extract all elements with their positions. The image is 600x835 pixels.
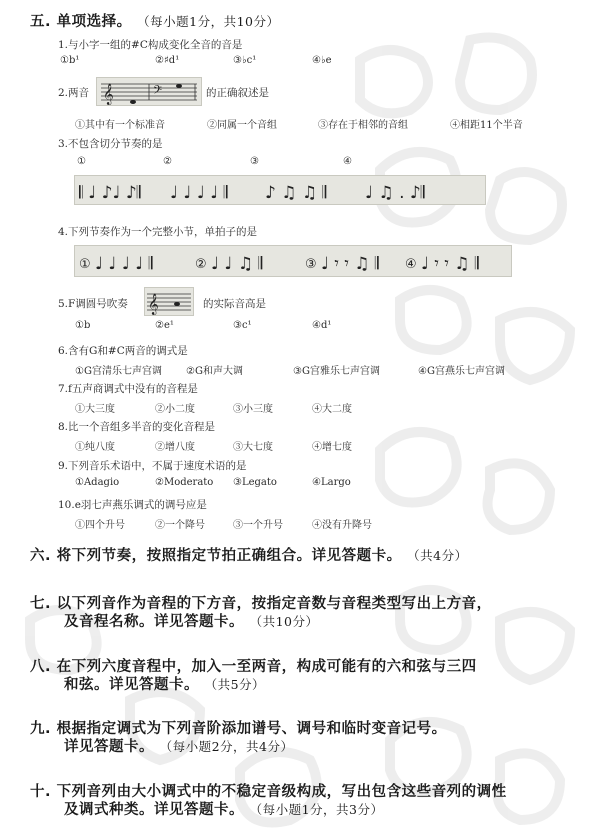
section-7-line-2 bbox=[64, 610, 318, 631]
section-9-line-2 bbox=[64, 735, 293, 756]
section-text: 将下列节奏，按照指定节拍正确组合。详见答题卡。 bbox=[56, 548, 402, 564]
section-text: 在下列六度音程中，加入一至两音，构成可能有的六和弦与三四 bbox=[56, 659, 477, 675]
section-score-note: （每小题2分，共4分） bbox=[159, 739, 294, 754]
q5-option-c[interactable]: ③c¹ bbox=[233, 320, 252, 331]
section-number: 八. bbox=[30, 659, 52, 675]
q8-option-c[interactable]: ③大七度 bbox=[233, 442, 273, 453]
section-text: 以下列音作为音程的下方音，按指定音数与音程类型写出上方音， bbox=[56, 596, 492, 612]
section-number: 九. bbox=[30, 721, 52, 737]
q2-option-d[interactable]: ④相距11个半音 bbox=[450, 120, 523, 131]
question-10-stem: 10.e羽七声燕乐调式的调号应是 bbox=[58, 499, 207, 511]
section-score-note: （每小题1分，共3分） bbox=[249, 802, 384, 817]
section-5-heading bbox=[30, 10, 280, 31]
section-text: 根据指定调式为下列音阶添加谱号、调号和临时变音记号。 bbox=[56, 721, 447, 737]
q9-option-d[interactable]: ④Largo bbox=[312, 477, 351, 488]
section-10-line-2 bbox=[64, 798, 383, 819]
q7-option-c[interactable]: ③小三度 bbox=[233, 404, 273, 415]
svg-text:♩ 𝄾 𝄾 ♫ 𝄂: ♩ 𝄾 𝄾 ♫ 𝄂 bbox=[321, 254, 379, 274]
question-7-stem: 7.f五声商调式中没有的音程是 bbox=[58, 383, 198, 395]
q5-option-b[interactable]: ②e¹ bbox=[155, 320, 174, 331]
q8-option-a[interactable]: ①纯八度 bbox=[75, 442, 115, 453]
q2-option-a[interactable]: ①其中有一个标准音 bbox=[75, 120, 165, 131]
section-text-cont: 及音程名称。详见答题卡。 bbox=[64, 614, 244, 630]
question-5-stem: 5.F调圆号吹奏 bbox=[58, 298, 128, 310]
section-text-cont: 详见答题卡。 bbox=[64, 739, 154, 755]
question-9-stem: 9.下列音乐术语中，不属于速度术语的是 bbox=[58, 460, 247, 472]
question-8-stem: 8.比一个音组多半音的变化音程是 bbox=[58, 421, 216, 433]
q3-option-d-label[interactable]: ④ bbox=[343, 156, 352, 167]
section-number: 五. bbox=[30, 14, 52, 30]
section-6-heading bbox=[30, 544, 468, 565]
svg-text:♩ ♩ ♫ 𝄂: ♩ ♩ ♫ 𝄂 bbox=[211, 254, 263, 274]
svg-text:𝄢: 𝄢 bbox=[153, 84, 163, 100]
q2-option-c[interactable]: ③存在于相邻的音组 bbox=[318, 120, 408, 131]
section-score-note: （共5分） bbox=[204, 677, 266, 692]
svg-text:𝄞: 𝄞 bbox=[148, 294, 159, 315]
q1-option-b[interactable]: ②♯d¹ bbox=[155, 55, 180, 66]
q5-staff-image bbox=[144, 287, 194, 316]
q9-option-c[interactable]: ③Legato bbox=[233, 477, 277, 488]
q6-option-b[interactable]: ②G和声大调 bbox=[186, 366, 243, 377]
svg-text:𝄃 ♩ ♪♩ ♪𝄂: 𝄃 ♩ ♪♩ ♪𝄂 bbox=[79, 183, 141, 203]
section-score-note: （共4分） bbox=[407, 548, 468, 563]
q1-option-a[interactable]: ①b¹ bbox=[60, 55, 80, 66]
section-text: 下列音列由大小调式中的不稳定音级构成，写出包含这些音列的调性 bbox=[56, 784, 507, 800]
svg-text:♩ ♩ ♩ ♩ 𝄂: ♩ ♩ ♩ ♩ 𝄂 bbox=[95, 254, 153, 274]
q3-option-a-label[interactable]: ① bbox=[77, 156, 86, 167]
q10-option-d[interactable]: ④没有升降号 bbox=[312, 520, 372, 531]
question-5-stem-end: 的实际音高是 bbox=[203, 298, 266, 310]
svg-text:♪ ♫ ♫ 𝄂: ♪ ♫ ♫ 𝄂 bbox=[265, 183, 327, 203]
q8-option-d[interactable]: ④增七度 bbox=[312, 442, 352, 453]
section-number: 六. bbox=[30, 548, 52, 564]
section-8-line-2 bbox=[64, 673, 265, 694]
q10-option-a[interactable]: ①四个升号 bbox=[75, 520, 125, 531]
svg-text:𝄞: 𝄞 bbox=[103, 84, 114, 105]
q2-staff-image bbox=[96, 77, 202, 106]
svg-text:♩ ♫ . ♪𝄂: ♩ ♫ . ♪𝄂 bbox=[365, 183, 425, 203]
question-4-stem: 4.下列节奏作为一个完整小节，单拍子的是 bbox=[58, 226, 258, 238]
q9-option-a[interactable]: ①Adagio bbox=[75, 477, 120, 488]
section-text-cont: 及调式种类。详见答题卡。 bbox=[64, 802, 244, 818]
q8-option-b[interactable]: ②增八度 bbox=[155, 442, 195, 453]
q5-option-d[interactable]: ④d¹ bbox=[312, 320, 332, 331]
q1-option-c[interactable]: ③♭c¹ bbox=[233, 55, 257, 66]
q3-option-c-label[interactable]: ③ bbox=[250, 156, 259, 167]
section-score-note: （每小题1分，共10分） bbox=[137, 14, 280, 29]
q4-option-d-label[interactable]: ④ bbox=[405, 257, 417, 272]
q7-option-b[interactable]: ②小二度 bbox=[155, 404, 195, 415]
q9-option-b[interactable]: ②Moderato bbox=[155, 477, 214, 488]
svg-text:♩ 𝄾 𝄾 ♫ 𝄂: ♩ 𝄾 𝄾 ♫ 𝄂 bbox=[421, 254, 479, 274]
question-2-stem: 2.两音 bbox=[58, 87, 90, 99]
q7-option-a[interactable]: ①大三度 bbox=[75, 404, 115, 415]
question-6-stem: 6.含有G和#C两音的调式是 bbox=[58, 345, 188, 357]
question-2-stem-end: 的正确叙述是 bbox=[206, 87, 269, 99]
question-1-stem: 1.与小字一组的#C构成变化全音的音是 bbox=[58, 39, 243, 51]
svg-text:♩ ♩ ♩ ♩ 𝄂: ♩ ♩ ♩ ♩ 𝄂 bbox=[170, 183, 228, 203]
q4-option-c-label[interactable]: ③ bbox=[305, 257, 317, 272]
q4-option-b-label[interactable]: ② bbox=[195, 257, 207, 272]
section-number: 十. bbox=[30, 784, 52, 800]
q7-option-d[interactable]: ④大二度 bbox=[312, 404, 352, 415]
section-number: 七. bbox=[30, 596, 52, 612]
q10-option-c[interactable]: ③一个升号 bbox=[233, 520, 283, 531]
question-3-stem: 3.不包含切分节奏的是 bbox=[58, 138, 163, 150]
q3-option-b-label[interactable]: ② bbox=[163, 156, 172, 167]
q10-option-b[interactable]: ②一个降号 bbox=[155, 520, 205, 531]
q6-option-c[interactable]: ③G宫雅乐七声宫调 bbox=[293, 366, 380, 377]
q6-option-a[interactable]: ①G宫清乐七声宫调 bbox=[75, 366, 162, 377]
q1-option-d[interactable]: ④♭e bbox=[312, 55, 332, 66]
q4-option-a-label[interactable]: ① bbox=[79, 257, 91, 272]
q5-option-a[interactable]: ①b bbox=[75, 320, 91, 331]
q6-option-d[interactable]: ④G宫燕乐七声宫调 bbox=[418, 366, 505, 377]
section-score-note: （共10分） bbox=[249, 614, 319, 629]
q4-rhythm-image bbox=[74, 245, 512, 277]
section-title: 单项选择。 bbox=[56, 14, 132, 30]
q3-rhythm-image bbox=[74, 175, 486, 205]
q2-option-b[interactable]: ②同属一个音组 bbox=[207, 120, 277, 131]
section-text-cont: 和弦。详见答题卡。 bbox=[64, 677, 199, 693]
